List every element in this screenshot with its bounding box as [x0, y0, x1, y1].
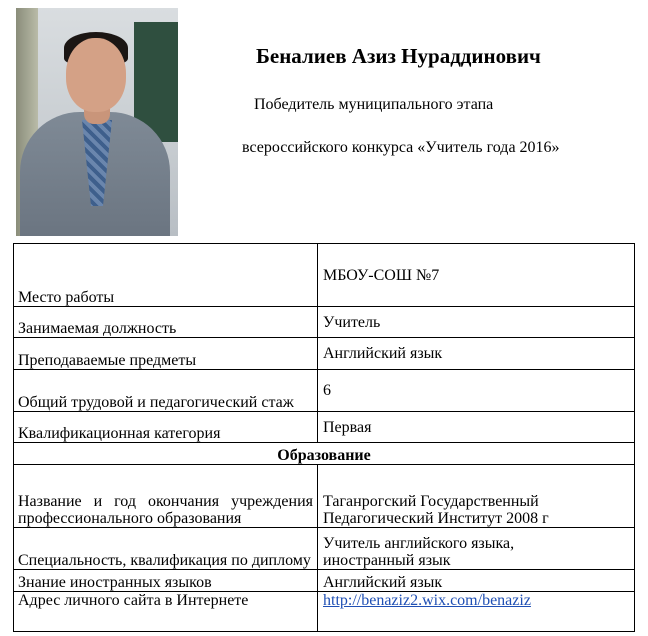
table-row	[14, 465, 635, 528]
table-row	[14, 592, 635, 632]
person-name: Беналиев Азиз Нураддинович	[256, 44, 541, 68]
portrait-photo	[16, 8, 178, 236]
table-row	[14, 412, 635, 443]
row-value: Английский язык	[318, 570, 635, 592]
table-row	[14, 528, 635, 570]
row-label: Квалификационная категория	[14, 412, 318, 443]
table-row	[14, 570, 635, 592]
row-label: Название и год окончания учреждения профессионального образования	[14, 465, 318, 528]
row-value: Английский язык	[318, 338, 635, 370]
row-label: Преподаваемые предметы	[14, 338, 318, 370]
table-row	[14, 307, 635, 338]
value-line: Педагогический Институт 2008 г	[323, 510, 549, 527]
row-label: Адрес личного сайта в Интернете	[14, 592, 318, 632]
table-row	[14, 244, 635, 307]
table-row	[14, 370, 635, 412]
row-value: 6	[318, 370, 635, 412]
row-label: Занимаемая должность	[14, 307, 318, 338]
row-label: Знание иностранных языков	[14, 570, 318, 592]
row-label: Общий трудовой и педагогический стаж	[14, 370, 318, 412]
row-label: Специальность, квалификация по диплому	[14, 528, 318, 570]
section-row	[14, 443, 635, 465]
row-value: Первая	[318, 412, 635, 443]
table-row	[14, 338, 635, 370]
row-value: МБОУ-СОШ №7	[318, 244, 635, 307]
award-line-1: Победитель муниципального этапа	[254, 96, 494, 113]
website-link[interactable]: http://benaziz2.wix.com/benaziz	[323, 592, 531, 609]
section-title: Образование	[14, 443, 635, 465]
row-label: Место работы	[14, 244, 318, 307]
row-value	[318, 528, 635, 570]
value-line: Учитель английского языка,	[323, 535, 515, 552]
row-value	[318, 592, 635, 632]
row-value: Учитель	[318, 307, 635, 338]
award-line-2: всероссийского конкурса «Учитель года 2016»	[242, 139, 560, 156]
value-line: Таганрогский Государственный	[323, 493, 539, 510]
row-value	[318, 465, 635, 528]
value-line: иностранный язык	[323, 552, 451, 569]
info-table	[13, 243, 635, 632]
